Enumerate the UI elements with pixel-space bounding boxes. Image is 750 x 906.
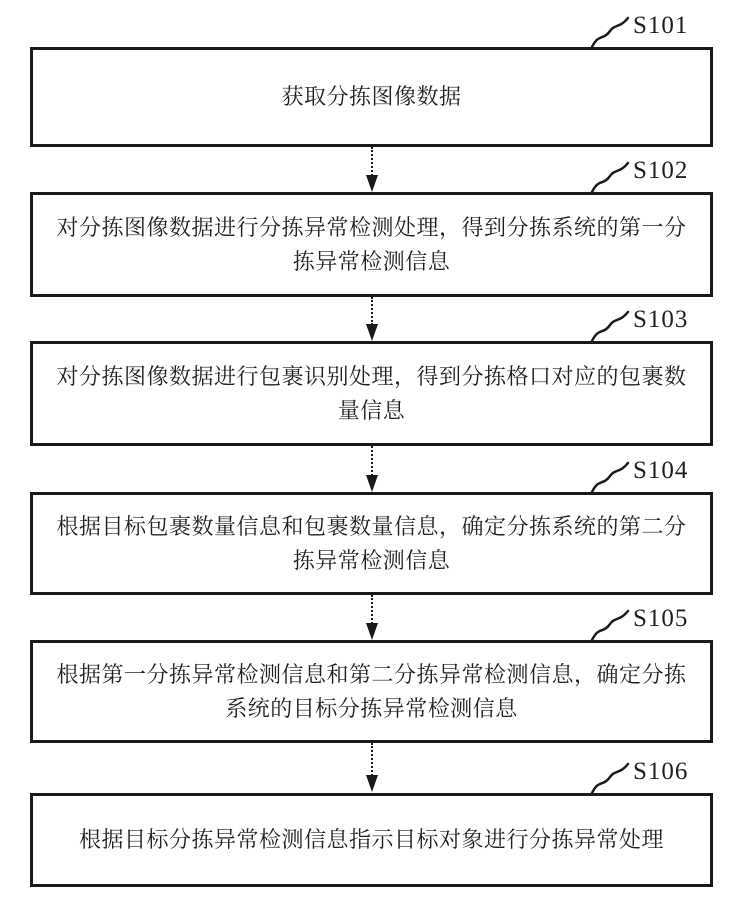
flow-box-s105 — [30, 640, 713, 743]
step-id: S106 — [633, 758, 689, 785]
step-text-line: 量信息 — [337, 397, 406, 423]
step-text-line: 根据目标分拣异常检测信息指示目标对象进行分拣异常处理 — [78, 827, 664, 852]
leader-squiggle-icon — [590, 156, 630, 194]
step-label-s106 — [590, 757, 740, 793]
step-text-line: 对分拣图像数据进行包裹识别处理，得到分拣格口对应的包裹数 — [56, 363, 687, 389]
flow-box-s103 — [30, 341, 713, 446]
step-id: S103 — [633, 306, 689, 333]
flow-box-s102 — [30, 192, 713, 297]
step-text-line: 拣异常检测信息 — [292, 547, 451, 573]
step-id: S105 — [633, 605, 689, 632]
step-label-s101 — [590, 11, 740, 47]
step-text-line: 对分拣图像数据进行分拣异常检测处理，得到分拣系统的第一分 — [56, 214, 687, 240]
flow-box-s106 — [30, 793, 713, 887]
step-id: S101 — [633, 12, 689, 39]
step-text-line: 根据目标包裹数量信息和包裹数量信息，确定分拣系统的第二分 — [56, 513, 687, 539]
step-text-line: 根据第一分拣异常检测信息和第二分拣异常检测信息，确定分拣 — [56, 661, 687, 687]
step-text-line: 获取分拣图像数据 — [281, 84, 462, 109]
flow-box-s101 — [30, 47, 713, 147]
step-id: S104 — [633, 457, 689, 484]
flow-box-s104 — [30, 492, 713, 595]
step-label-s104 — [590, 456, 740, 492]
step-id: S102 — [633, 157, 689, 184]
leader-squiggle-icon — [590, 11, 630, 49]
leader-squiggle-icon — [590, 456, 630, 494]
leader-squiggle-icon — [590, 305, 630, 343]
leader-squiggle-icon — [590, 604, 630, 642]
step-text-line: 拣异常检测信息 — [292, 248, 451, 274]
step-label-s103 — [590, 305, 740, 341]
step-label-s105 — [590, 604, 740, 640]
step-label-s102 — [590, 156, 740, 192]
step-text-line: 系统的目标分拣异常检测信息 — [225, 695, 518, 721]
leader-squiggle-icon — [590, 757, 630, 795]
